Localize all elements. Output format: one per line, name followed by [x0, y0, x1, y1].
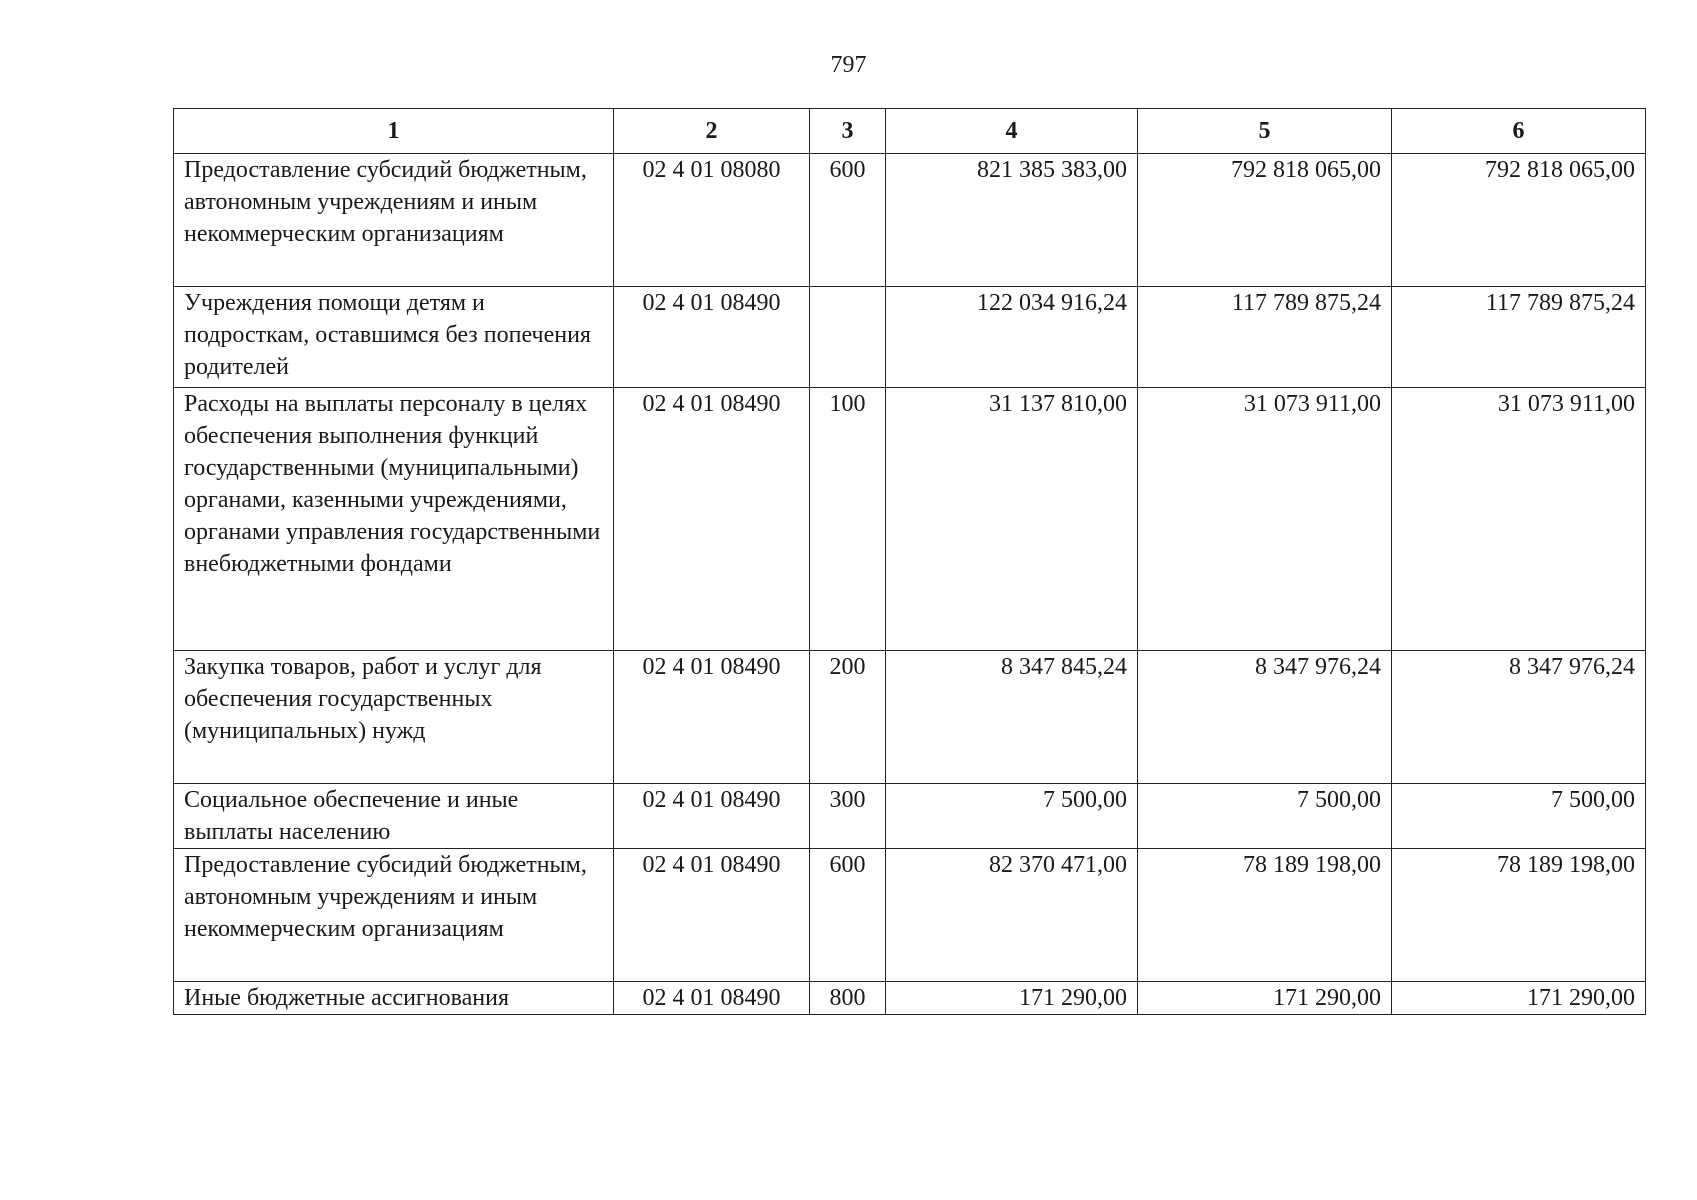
amount-column-5: 792 818 065,00	[1138, 154, 1392, 287]
amount-column-5: 171 290,00	[1138, 982, 1392, 1015]
amount-column-5: 31 073 911,00	[1138, 388, 1392, 651]
amount-column-6: 31 073 911,00	[1392, 388, 1646, 651]
expense-name: Иные бюджетные ассигнования	[174, 982, 614, 1015]
table-row	[174, 849, 1646, 982]
target-code: 02 4 01 08490	[614, 388, 810, 651]
amount-column-5: 78 189 198,00	[1138, 849, 1392, 982]
target-code: 02 4 01 08490	[614, 287, 810, 388]
expense-name: Предоставление субсидий бюджетным, автономным учреждениям и иным некоммерческим организациям	[174, 154, 614, 287]
target-code: 02 4 01 08080	[614, 154, 810, 287]
amount-column-4: 171 290,00	[886, 982, 1138, 1015]
target-code: 02 4 01 08490	[614, 982, 810, 1015]
expense-type: 300	[810, 784, 886, 849]
expense-type: 800	[810, 982, 886, 1015]
column-header-3: 3	[810, 109, 886, 154]
amount-column-5: 7 500,00	[1138, 784, 1392, 849]
table-row	[174, 651, 1646, 784]
target-code: 02 4 01 08490	[614, 849, 810, 982]
amount-column-6: 7 500,00	[1392, 784, 1646, 849]
column-header-6: 6	[1392, 109, 1646, 154]
amount-column-5: 117 789 875,24	[1138, 287, 1392, 388]
amount-column-6: 117 789 875,24	[1392, 287, 1646, 388]
column-header-2: 2	[614, 109, 810, 154]
column-header-4: 4	[886, 109, 1138, 154]
amount-column-5: 8 347 976,24	[1138, 651, 1392, 784]
amount-column-4: 82 370 471,00	[886, 849, 1138, 982]
amount-column-6: 171 290,00	[1392, 982, 1646, 1015]
table-body	[174, 154, 1646, 1015]
column-header-5: 5	[1138, 109, 1392, 154]
amount-column-6: 8 347 976,24	[1392, 651, 1646, 784]
expense-type: 600	[810, 154, 886, 287]
budget-table	[173, 108, 1646, 1015]
expense-name: Расходы на выплаты персоналу в целях обеспечения выполнения функций государственными (муниципальными) органами, казенными учреждениями, органами управления государственными внебюджетными фондами	[174, 388, 614, 651]
page-number: 797	[830, 52, 867, 78]
expense-name: Учреждения помощи детям и подросткам, оставшимся без попечения родителей	[174, 287, 614, 388]
table-row	[174, 784, 1646, 849]
amount-column-6: 78 189 198,00	[1392, 849, 1646, 982]
amount-column-6: 792 818 065,00	[1392, 154, 1646, 287]
table-row	[174, 388, 1646, 651]
target-code: 02 4 01 08490	[614, 651, 810, 784]
amount-column-4: 7 500,00	[886, 784, 1138, 849]
header-row	[174, 109, 1646, 154]
amount-column-4: 8 347 845,24	[886, 651, 1138, 784]
amount-column-4: 122 034 916,24	[886, 287, 1138, 388]
expense-type: 200	[810, 651, 886, 784]
target-code: 02 4 01 08490	[614, 784, 810, 849]
expense-type: 600	[810, 849, 886, 982]
amount-column-4: 31 137 810,00	[886, 388, 1138, 651]
table-row	[174, 287, 1646, 388]
table-row	[174, 154, 1646, 287]
expense-type: 100	[810, 388, 886, 651]
table-header	[174, 109, 1646, 154]
amount-column-4: 821 385 383,00	[886, 154, 1138, 287]
expense-type	[810, 287, 886, 388]
expense-name: Социальное обеспечение и иные выплаты населению	[174, 784, 614, 849]
column-header-1: 1	[174, 109, 614, 154]
expense-name: Предоставление субсидий бюджетным, автономным учреждениям и иным некоммерческим организациям	[174, 849, 614, 982]
expense-name: Закупка товаров, работ и услуг для обеспечения государственных (муниципальных) нужд	[174, 651, 614, 784]
table-row	[174, 982, 1646, 1015]
